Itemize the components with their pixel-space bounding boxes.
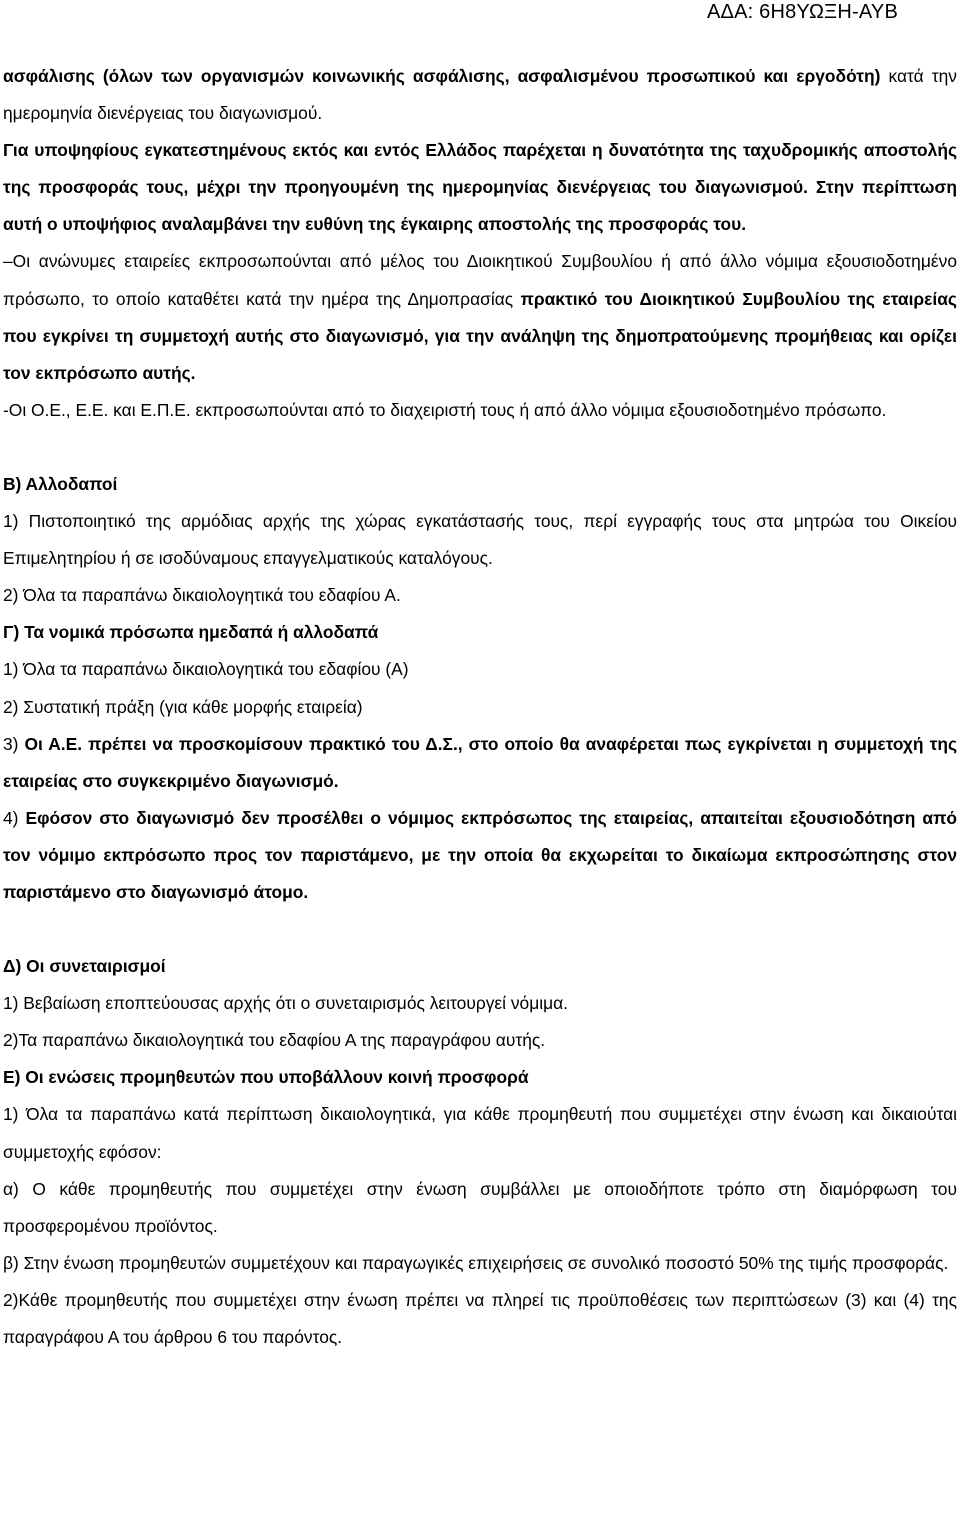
section-d-item-1: 1) Βεβαίωση εποπτεύουσας αρχής ότι ο συνεταιρισμός λειτουργεί νόμιμα.	[3, 993, 569, 1014]
item-3-number: 3)	[3, 733, 25, 754]
insurance-text: κατά την ημερομηνία διενέργειας του διαγωνισμού.	[3, 66, 957, 124]
paragraph-insurance	[3, 58, 957, 132]
item-4-text: Εφόσον στο διαγωνισμό δεν προσέλθει ο νόμιμος εκπρόσωπος της εταιρείας, απαιτείται εξουσιοδότηση από τον νόμιμο εκπρόσωπο προς τον παριστάμενο, με την οποία θα εκχωρείται το δικαίωμα εκπροσώπησης στον παριστάμενο στο διαγωνισμό άτομο.	[3, 807, 958, 902]
document-body	[3, 58, 957, 1356]
section-b-item-2: 2) Όλα τα παραπάνω δικαιολογητικά του εδαφίου Α.	[3, 585, 401, 606]
section-b-item-1: 1) Πιστοποιητικό της αρμόδιας αρχής της χώρας εγκατάστασής τους, περί εγγραφής τους στα μητρώα του Οικείου Επιμελητηρίου ή σε ισοδύναμους επαγγελματικούς καταλόγους.	[3, 511, 957, 569]
section-d-title: Δ) Οι συνεταιρισμοί	[3, 956, 166, 977]
postal-responsibility-text: Στην περίπτωση αυτή ο υποψήφιος αναλαμβάνει την ευθύνη της έγκαιρης αποστολής της προσφοράς του.	[3, 177, 957, 235]
section-b-title: Β) Αλλοδαποί	[3, 473, 118, 494]
section-g-title: Γ) Τα νομικά πρόσωπα ημεδαπά ή αλλοδαπά	[3, 622, 379, 643]
spacer	[3, 429, 957, 466]
insurance-bold-text: ασφάλισης (όλων των οργανισμών κοινωνικής ασφάλισης, ασφαλισμένου προσωπικού και εργοδότη)	[3, 66, 881, 86]
section-g-item-4	[3, 800, 957, 911]
sa-representation-text: –Οι ανώνυμες εταιρείες εκπροσωπούνται από μέλος του Διοικητικού Συμβουλίου ή από άλλο νόμιμα εξουσιοδοτημένο πρόσωπο, το οποίο καταθέτει κατά την ημέρα της Δημοπρασίας	[3, 251, 957, 309]
sa-board-minutes-text: πρακτικό του Διοικητικού Συμβουλίου της εταιρείας που εγκρίνει τη συμμετοχή αυτής στο διαγωνισμό, για την ανάληψη της δημοπρατούμενης προμήθειας και ορίζει τον εκπρόσωπο αυτής.	[3, 288, 957, 383]
item-3-text: Οι Α.Ε. πρέπει να προσκομίσουν πρακτικό του Δ.Σ., στο οποίο θα αναφέρεται πως εγκρίνεται η συμμετοχή της εταιρείας στο συγκεκριμένο διαγωνισμό.	[3, 733, 957, 791]
spacer	[3, 911, 957, 948]
section-e-title: Ε) Οι ενώσεις προμηθευτών που υποβάλλουν κοινή προσφορά	[3, 1067, 529, 1088]
section-e-item-b: β) Στην ένωση προμηθευτών συμμετέχουν και παραγωγικές επιχειρήσεις σε συνολικό ποσοστό 50% της τιμής προσφοράς.	[3, 1252, 949, 1273]
section-e-item-1: 1) Όλα τα παραπάνω κατά περίπτωση δικαιολογητικά, για κάθε προμηθευτή που συμμετέχει στην ένωση και δικαιούται συμμετοχής εφόσον:	[3, 1104, 957, 1162]
section-e-item-2: 2)Κάθε προμηθευτής που συμμετέχει στην ένωση πρέπει να πληρεί τις προϋποθέσεις των περιπτώσεων (3) και (4) της παραγράφου Α του άρθρου 6 του παρόντος.	[3, 1289, 957, 1347]
paragraph-oe-ee-epe: -Οι Ο.Ε., Ε.Ε. και Ε.Π.Ε. εκπροσωπούνται από το διαχειριστή τους ή από άλλο νόμιμα εξουσιοδοτημένο πρόσωπο.	[3, 399, 887, 420]
section-g-item-1: 1) Όλα τα παραπάνω δικαιολογητικά του εδαφίου (Α)	[3, 659, 409, 680]
paragraph-postal-submission	[3, 132, 957, 243]
paragraph-sa-representation	[3, 243, 957, 391]
section-e-item-a: α) Ο κάθε προμηθευτής που συμμετέχει στην ένωση συμβάλλει με οποιοδήποτε τρόπο στη διαμόρφωση του προσφερομένου προϊόντος.	[3, 1178, 957, 1236]
section-g-item-2: 2) Συστατική πράξη (για κάθε μορφής εταιρεία)	[3, 696, 363, 717]
postal-submission-text: Για υποψηφίους εγκατεστημένους εκτός και εντός Ελλάδος παρέχεται η δυνατότητα της ταχυδρομικής αποστολής της προσφοράς τους, μέχρι την προηγουμένη της ημερομηνίας διενέργειας του διαγωνισμού.	[3, 140, 957, 198]
item-4-number: 4)	[3, 807, 26, 828]
section-d-item-2: 2)Τα παραπάνω δικαιολογητικά του εδαφίου Α της παραγράφου αυτής.	[3, 1030, 546, 1051]
ada-code: ΑΔΑ: 6Η8ΥΩΞΗ-ΑΥΒ	[706, 1, 898, 23]
section-g-item-3	[3, 726, 957, 800]
